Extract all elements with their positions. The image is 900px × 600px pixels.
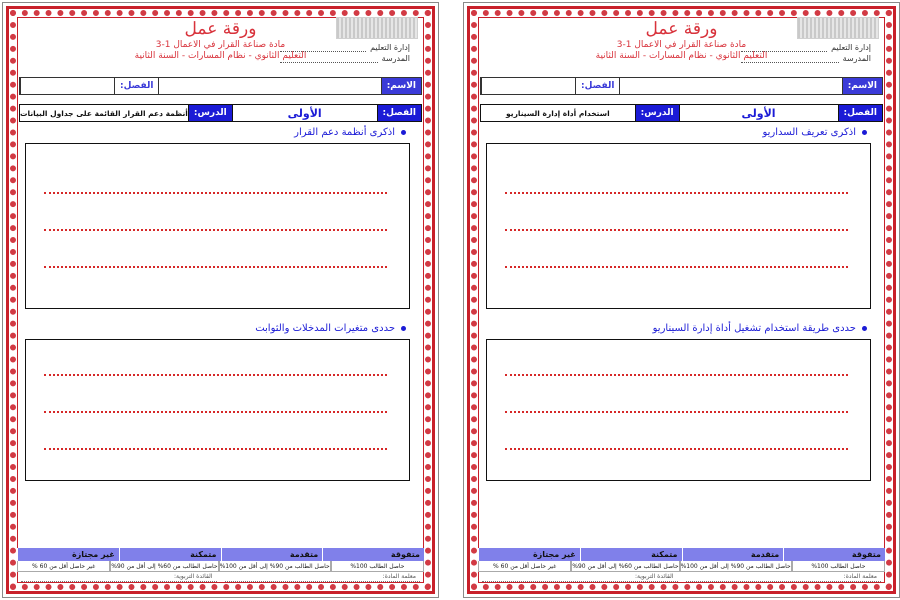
rubric-desc[interactable]: غير حاصل أقل من 60 % xyxy=(478,561,571,572)
rubric-desc[interactable]: حاصل الطالب من 90% إلى أقل من 100% xyxy=(219,561,331,572)
assessment-rubric xyxy=(17,548,424,582)
leader-signature[interactable]: القائدة التربوية: xyxy=(482,572,678,582)
class-field[interactable] xyxy=(481,78,576,94)
admin-field xyxy=(280,43,410,52)
question-text: اذكرى أنظمة دعم القرار xyxy=(294,127,395,138)
admin-label: إدارة التعليم xyxy=(831,43,871,52)
teacher-signature[interactable]: معلمة المادة: xyxy=(225,572,421,582)
rubric-level: متقدمة xyxy=(682,548,784,561)
answer-line xyxy=(44,448,387,450)
bullet-icon xyxy=(401,130,406,135)
rubric-levels xyxy=(478,548,885,561)
subject-subtitle: مادة صناعة القرار في الاعمال 1-3 xyxy=(616,40,747,50)
track-subtitle: التعليم الثانوي - نظام المسارات - السنة الثانية xyxy=(595,51,768,61)
rubric-desc[interactable]: حاصل الطالب 100% xyxy=(331,561,424,572)
rubric-desc[interactable]: حاصل الطالب من 90% إلى أقل من 100% xyxy=(680,561,792,572)
answer-line xyxy=(44,374,387,376)
answer-line xyxy=(44,229,387,231)
answer-line xyxy=(44,266,387,268)
rubric-levels xyxy=(17,548,424,561)
lesson-info-row xyxy=(19,104,422,122)
answer-line xyxy=(44,192,387,194)
question-2 xyxy=(255,323,406,334)
answer-line xyxy=(505,229,848,231)
question-text: حددى طريقة استخدام تشغيل أداة إدارة السيناريو xyxy=(652,323,856,334)
track-subtitle: التعليم الثانوي - نظام المسارات - السنة الثانية xyxy=(134,51,307,61)
term-value: الأولى xyxy=(679,105,839,121)
student-info-row xyxy=(480,77,883,95)
worksheet-title: ورقة عمل xyxy=(645,19,718,39)
name-label: الاسم: xyxy=(843,78,882,94)
lesson-label: الدرس: xyxy=(636,105,679,121)
school-line[interactable] xyxy=(280,55,378,63)
answer-line xyxy=(44,411,387,413)
teacher-signature[interactable]: معلمة المادة: xyxy=(686,572,882,582)
class-label: الفصل: xyxy=(576,78,619,94)
admin-line[interactable] xyxy=(280,44,366,52)
answer-line xyxy=(505,411,848,413)
question-text: حددى متغيرات المدخلات والثوابت xyxy=(255,323,395,334)
school-label: المدرسة xyxy=(842,54,871,63)
worksheet-title: ورقة عمل xyxy=(184,19,257,39)
term-label: الفصل: xyxy=(839,105,882,121)
answer-box-2[interactable] xyxy=(486,339,871,481)
bullet-icon xyxy=(862,130,867,135)
school-field xyxy=(280,54,410,63)
name-field[interactable] xyxy=(619,78,842,94)
bullet-icon xyxy=(862,326,867,331)
rubric-signatures xyxy=(478,572,885,582)
lesson-value: أنظمة دعم القرار القائمة على جداول البيانات xyxy=(20,105,189,121)
admin-line[interactable] xyxy=(741,44,827,52)
class-field[interactable] xyxy=(20,78,115,94)
name-field[interactable] xyxy=(158,78,381,94)
answer-line xyxy=(505,374,848,376)
rubric-descriptions xyxy=(478,561,885,572)
worksheet-page-left xyxy=(2,2,439,598)
class-label: الفصل: xyxy=(115,78,158,94)
admin-field xyxy=(741,43,871,52)
name-label: الاسم: xyxy=(382,78,421,94)
worksheet-page-right xyxy=(463,2,900,598)
rubric-desc[interactable]: حاصل الطالب من 60% إلى أقل من 90% xyxy=(110,561,218,572)
rubric-level: متفوقة xyxy=(322,548,424,561)
rubric-level: غير مجتازة xyxy=(17,548,119,561)
question-1 xyxy=(762,127,867,138)
rubric-desc[interactable]: حاصل الطالب من 60% إلى أقل من 90% xyxy=(571,561,679,572)
worksheet-header xyxy=(478,17,885,69)
rubric-level: متفوقة xyxy=(783,548,885,561)
school-line[interactable] xyxy=(741,55,839,63)
subject-subtitle: مادة صناعة القرار في الاعمال 1-3 xyxy=(155,40,286,50)
rubric-level: متمكنة xyxy=(119,548,221,561)
rubric-desc[interactable]: غير حاصل أقل من 60 % xyxy=(17,561,110,572)
answer-line xyxy=(505,448,848,450)
lesson-info-row xyxy=(480,104,883,122)
rubric-level: متمكنة xyxy=(580,548,682,561)
worksheet-header xyxy=(17,17,424,69)
answer-line xyxy=(505,192,848,194)
school-field xyxy=(741,54,871,63)
answer-line xyxy=(505,266,848,268)
term-value: الأولى xyxy=(232,105,378,121)
lesson-value: استخدام أداة إدارة السيناريو xyxy=(481,105,636,121)
lesson-label: الدرس: xyxy=(189,105,232,121)
student-info-row xyxy=(19,77,422,95)
leader-signature[interactable]: القائدة التربوية: xyxy=(21,572,217,582)
rubric-desc[interactable]: حاصل الطالب 100% xyxy=(792,561,885,572)
question-2 xyxy=(653,323,867,334)
question-text: اذكرى تعريف السداريو xyxy=(762,127,856,138)
answer-box-1[interactable] xyxy=(25,143,410,309)
rubric-descriptions xyxy=(17,561,424,572)
term-label: الفصل: xyxy=(378,105,421,121)
bullet-icon xyxy=(401,326,406,331)
school-label: المدرسة xyxy=(381,54,410,63)
admin-label: إدارة التعليم xyxy=(370,43,410,52)
answer-box-2[interactable] xyxy=(25,339,410,481)
answer-box-1[interactable] xyxy=(486,143,871,309)
rubric-level: غير مجتازة xyxy=(478,548,580,561)
rubric-signatures xyxy=(17,572,424,582)
assessment-rubric xyxy=(478,548,885,582)
question-1 xyxy=(294,127,406,138)
rubric-level: متقدمة xyxy=(221,548,323,561)
